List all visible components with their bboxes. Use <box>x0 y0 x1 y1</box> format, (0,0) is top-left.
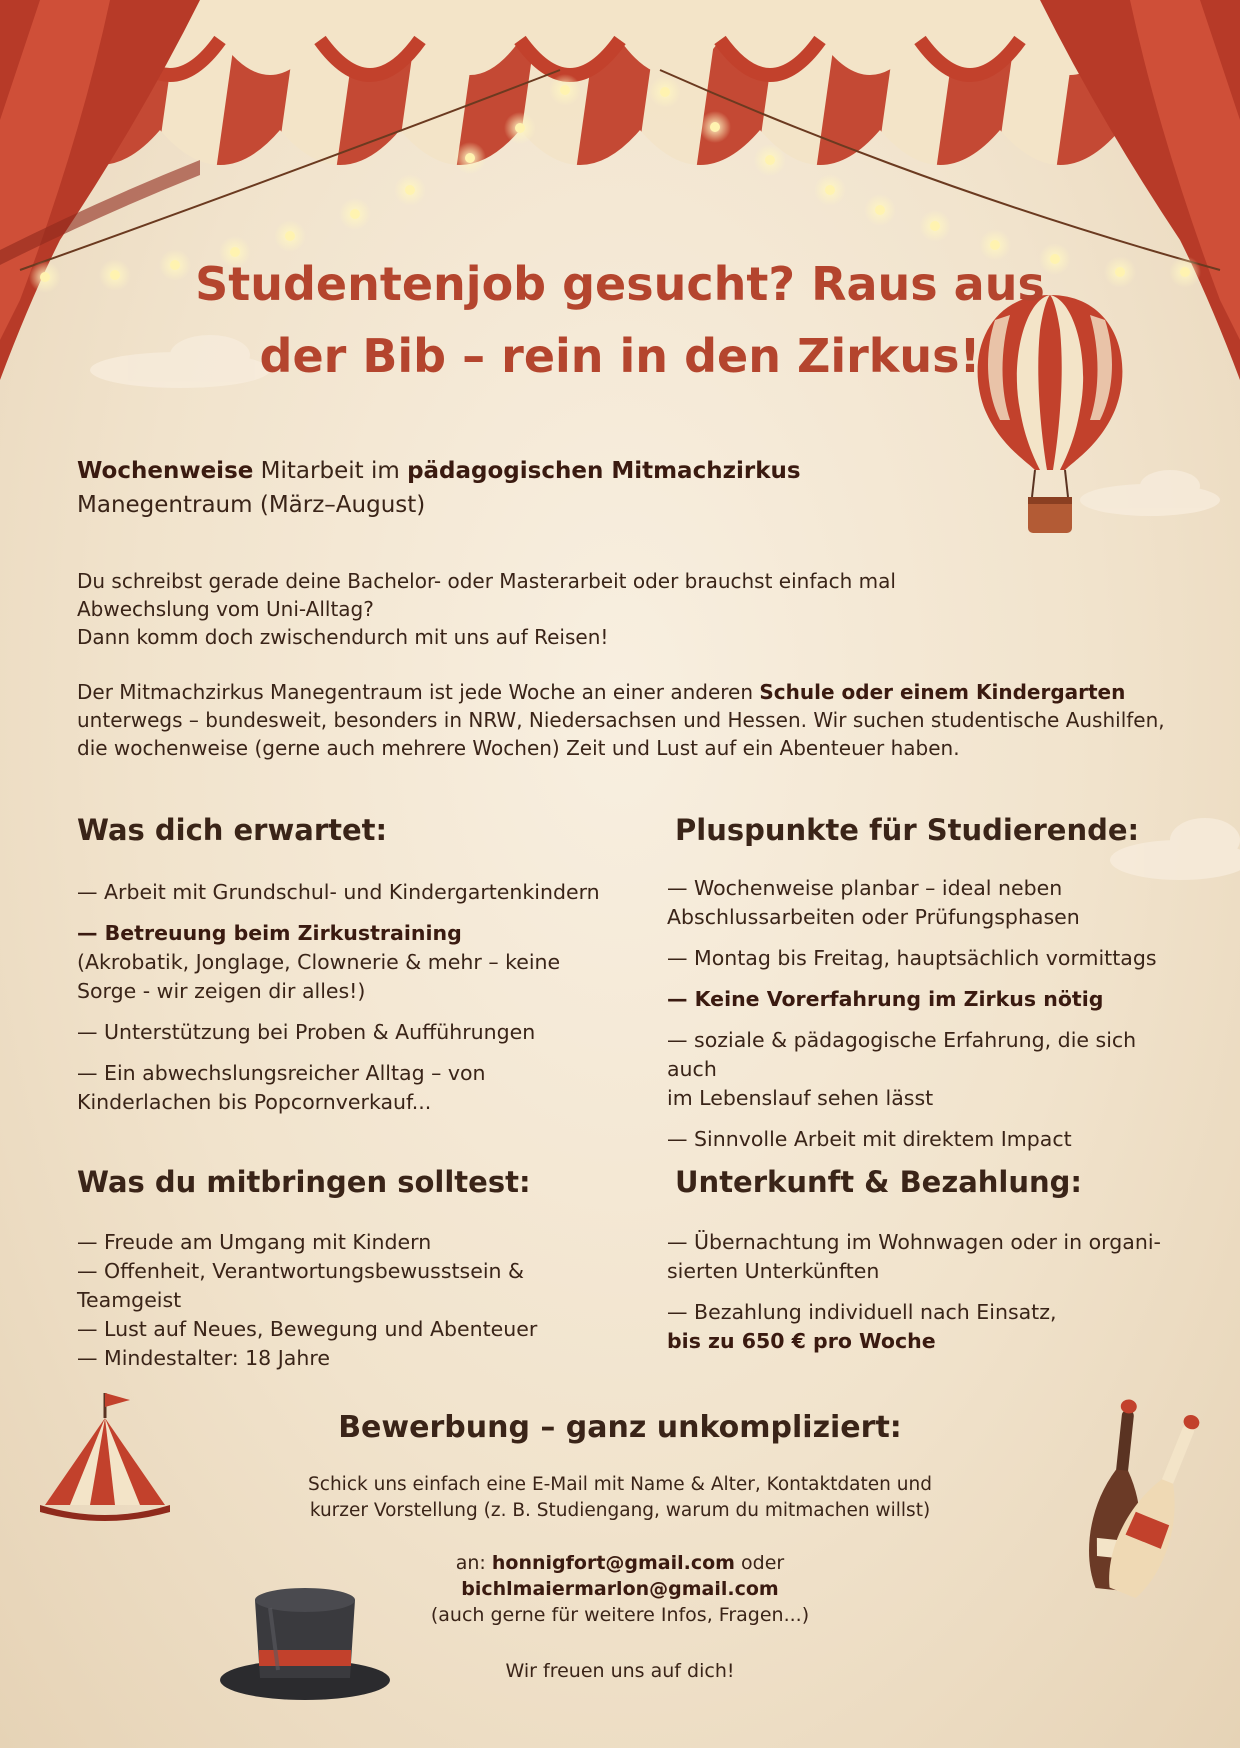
closing-text: Wir freuen uns auf dich! <box>505 1660 735 1682</box>
lodging-item-1-line-2: sierten Unterkünften <box>667 1259 880 1283</box>
list-item: — Sinnvolle Arbeit mit direktem Impact <box>667 1127 1072 1151</box>
subtitle-bold-1: Wochenweise <box>77 458 254 484</box>
lodging-item-1-line-1: — Übernachtung im Wohnwagen oder in organi- <box>667 1230 1161 1254</box>
apply-text <box>240 1472 1000 1524</box>
section-lodging <box>667 1164 1187 1368</box>
bring-heading: Was du mitbringen solltest: <box>77 1165 531 1199</box>
bring-list <box>77 1228 637 1373</box>
juggling-clubs-icon <box>1085 1397 1218 1602</box>
list-item: — Arbeit mit Grundschul- und Kindergartenkindern <box>77 880 600 904</box>
title-line-2: der Bib – rein in den Zirkus! <box>259 329 981 383</box>
subtitle-bold-2: pädagogischen Mitmachzirkus <box>407 458 801 484</box>
list-item <box>667 874 1187 932</box>
lodging-item-2-line-1: — Bezahlung individuell nach Einsatz, <box>667 1300 1057 1324</box>
email-link-1[interactable]: honnigfort@gmail.com <box>491 1552 735 1574</box>
expect-item-2-line-3: Sorge - wir zeigen dir alles!) <box>77 979 366 1003</box>
list-item: — Unterstützung bei Proben & Aufführungen <box>77 1020 536 1044</box>
apply-oder: oder <box>735 1552 785 1574</box>
about-paragraph <box>77 678 1177 762</box>
about-text: Der Mitmachzirkus Manegentraum ist jede Woche an einer anderen <box>77 680 760 704</box>
payment-amount: bis zu 650 € pro Woche <box>667 1329 936 1353</box>
page-title <box>140 248 1100 392</box>
circus-tent-icon <box>40 1393 170 1521</box>
list-item: — Freude am Umgang mit Kindern <box>77 1230 432 1254</box>
list-item <box>77 1059 637 1117</box>
subtitle <box>77 454 977 522</box>
expect-item-2-line-2: (Akrobatik, Jonglage, Clownerie & mehr – keine <box>77 950 561 974</box>
list-item-continued: Teamgeist <box>77 1288 182 1312</box>
about-line-3: die wochenweise (gerne auch mehrere Wochen) Zeit und Lust auf ein Abenteuer haben. <box>77 736 960 760</box>
section-bring <box>77 1164 637 1373</box>
expect-item-2-bold: — Betreuung beim Zirkustraining <box>77 921 462 945</box>
expect-heading: Was dich erwartet: <box>77 813 388 847</box>
list-item <box>667 1026 1187 1113</box>
intro-line-3: Dann komm doch zwischendurch mit uns auf Reisen! <box>77 625 609 649</box>
list-item: — Mindestalter: 18 Jahre <box>77 1346 330 1370</box>
plus-item-4-line-1: — soziale & pädagogische Erfahrung, die sich auch <box>667 1028 1137 1081</box>
expect-item-4-line-1: — Ein abwechslungsreicher Alltag – von <box>77 1061 486 1085</box>
apply-an: an: <box>455 1552 492 1574</box>
list-item: — Lust auf Neues, Bewegung und Abenteuer <box>77 1317 538 1341</box>
intro-line-1: Du schreibst gerade deine Bachelor- oder Masterarbeit oder brauchst einfach mal <box>77 569 896 593</box>
intro-paragraph <box>77 567 1157 651</box>
subtitle-text-1: Mitarbeit im <box>253 458 408 484</box>
list-item: — Keine Vorerfahrung im Zirkus nötig <box>667 987 1104 1011</box>
about-line-2: unterwegs – bundesweit, besonders in NRW, Niedersachsen und Hessen. Wir suchen studentische Aushilfen, <box>77 708 1165 732</box>
list-item: — Offenheit, Verantwortungsbewusstsein & <box>77 1259 525 1283</box>
lodging-heading: Unterkunft & Bezahlung: <box>675 1165 1083 1199</box>
email-link-2[interactable]: bichlmaiermarlon@gmail.com <box>461 1578 779 1600</box>
list-item <box>667 1298 1187 1356</box>
list-item <box>77 919 637 1006</box>
apply-heading: Bewerbung – ganz unkompliziert: <box>338 1410 902 1445</box>
title-line-1: Studentenjob gesucht? Raus aus <box>195 257 1045 311</box>
section-apply <box>240 1410 1000 1684</box>
apply-contact <box>240 1550 1000 1628</box>
section-expect <box>77 812 637 1129</box>
subtitle-line-2: Manegentraum (März–August) <box>77 492 426 518</box>
expect-item-4-line-2: Kinderlachen bis Popcornverkauf... <box>77 1090 432 1114</box>
plus-heading: Pluspunkte für Studierende: <box>675 813 1140 847</box>
apply-line-1: Schick uns einfach eine E-Mail mit Name & Alter, Kontaktdaten und <box>308 1474 932 1495</box>
list-item: — Montag bis Freitag, hauptsächlich vormittags <box>667 946 1157 970</box>
apply-note: (auch gerne für weitere Infos, Fragen...) <box>430 1604 810 1626</box>
intro-line-2: Abwechslung vom Uni-Alltag? <box>77 597 374 621</box>
about-bold: Schule oder einem Kindergarten <box>759 680 1126 704</box>
apply-line-2: kurzer Vorstellung (z. B. Studiengang, warum du mitmachen willst) <box>309 1500 931 1521</box>
section-plus <box>667 812 1187 1166</box>
plus-item-1-line-1: — Wochenweise planbar – ideal neben <box>667 876 1063 900</box>
plus-item-1-line-2: Abschlussarbeiten oder Prüfungsphasen <box>667 905 1080 929</box>
plus-item-4-line-2: im Lebenslauf sehen lässt <box>667 1086 934 1110</box>
list-item <box>667 1228 1187 1286</box>
